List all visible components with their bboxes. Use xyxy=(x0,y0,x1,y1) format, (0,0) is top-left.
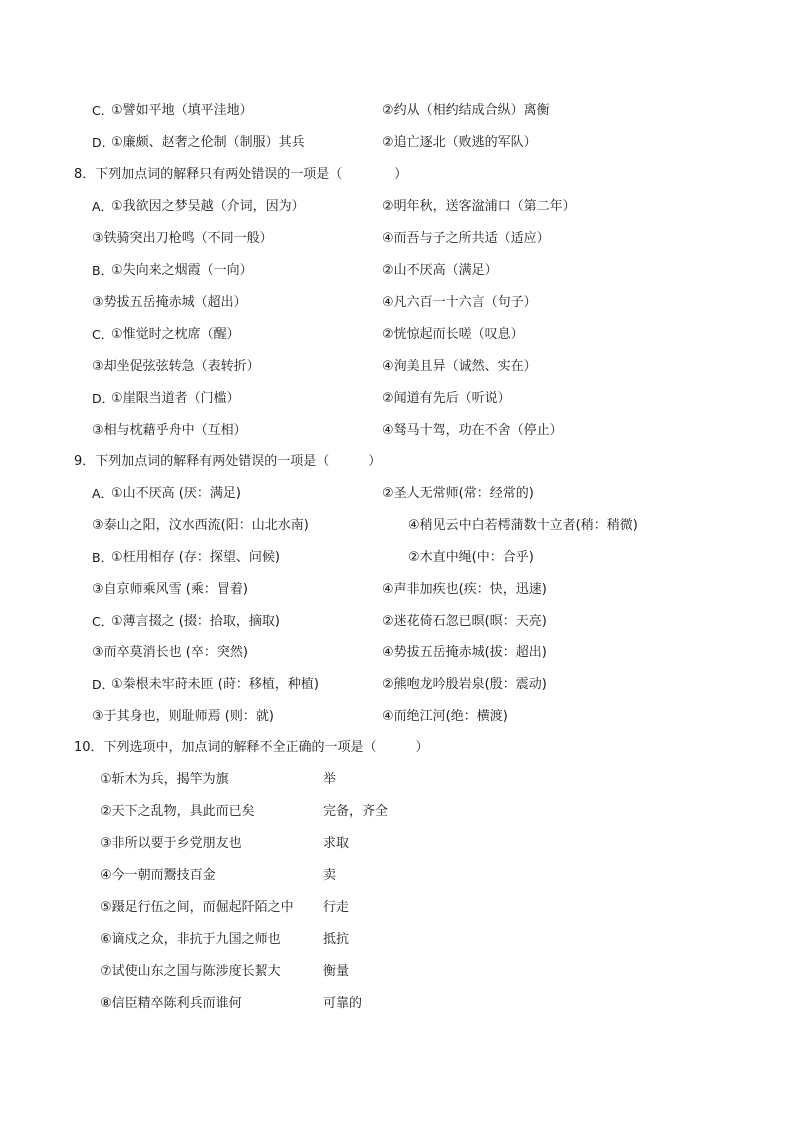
option-item: ③铁骑突出刀枪鸣（不同一般） xyxy=(92,231,273,246)
item-sentence: ⑤蹑足行伍之间，而倔起阡陌之中 xyxy=(100,900,294,915)
item-sentence: ⑥谪戍之众，非抗于九国之师也 xyxy=(100,932,281,947)
q8-option-b-row2 xyxy=(0,292,794,314)
option-item: ①山不厌高 (厌：满足) xyxy=(111,486,241,501)
q9-option-d-row2 xyxy=(0,706,794,728)
item-sentence: ④今一朝而鬻技百金 xyxy=(100,868,216,883)
option-item: ③相与枕藉乎舟中（互相） xyxy=(92,423,247,438)
option-item: ④稍见云中白若樗蒲数十立者(稍：稍微) xyxy=(408,518,638,533)
option-item: ②约从（相约结成合纵）离衡 xyxy=(382,103,550,118)
option-label: D． xyxy=(92,391,115,406)
item-meaning: 求取 xyxy=(323,836,350,851)
item-meaning: 抵抗 xyxy=(323,932,350,947)
q8-option-c-row2 xyxy=(0,356,794,378)
option-item: ①廉颇、赵奢之伦制（制服）其兵 xyxy=(111,135,305,150)
option-item: ②圣人无常师(常：经常的) xyxy=(382,486,534,501)
q8-option-d-row2 xyxy=(0,420,794,442)
q9-option-b-row1 xyxy=(0,547,794,569)
question-stem: 8．下列加点词的解释只有两处错误的一项是（ ） xyxy=(74,167,408,182)
option-item: ④驽马十驾，功在不舍（停止） xyxy=(382,423,563,438)
item-meaning: 卖 xyxy=(323,868,337,883)
option-item: ③于其身也，则耻师焉 (则：就) xyxy=(92,709,274,724)
option-item: ③自京师乘风雪 (乘：冒着) xyxy=(92,582,248,597)
q8-option-a-row2 xyxy=(0,228,794,250)
option-label: D. xyxy=(92,135,106,150)
q10-item xyxy=(0,929,794,951)
q9-option-a-row1 xyxy=(0,483,794,505)
q10-item xyxy=(0,801,794,823)
item-meaning: 完备，齐全 xyxy=(323,804,389,819)
question-stem: 10．下列选项中，加点词的解释不全正确的一项是（ ） xyxy=(74,740,429,755)
option-item: ③却坐促弦弦转急（表转折） xyxy=(92,359,260,374)
option-item: ③而卒莫消长也 (卒：突然) xyxy=(92,645,248,660)
q10-item xyxy=(0,993,794,1015)
item-meaning: 可靠的 xyxy=(323,996,363,1011)
option-item: ④声非加疾也(疾：快，迅速) xyxy=(382,582,547,597)
option-label: B． xyxy=(92,550,114,565)
q10-item xyxy=(0,833,794,855)
q10-item xyxy=(0,961,794,983)
option-item: ②木直中绳(中：合乎) xyxy=(408,550,534,565)
option-label: C. xyxy=(92,103,105,118)
option-item: ①我欲因之梦吴越（介词，因为） xyxy=(111,199,305,214)
option-label: D． xyxy=(92,677,115,692)
q10-item xyxy=(0,897,794,919)
option-item: ②迷花倚石忽已暝(暝：天亮) xyxy=(382,614,547,629)
item-sentence: ①斩木为兵，揭竿为旗 xyxy=(100,772,229,787)
option-item: ④洵美且异（诚然、实在） xyxy=(382,359,537,374)
q7-option-d xyxy=(0,132,794,154)
option-item: ①惟觉时之枕席（醒） xyxy=(111,327,240,342)
option-item: ①崖限当道者（门槛） xyxy=(111,391,240,406)
item-sentence: ③非所以要于乡党朋友也 xyxy=(100,836,242,851)
q8-option-d-row1 xyxy=(0,388,794,410)
option-label: A． xyxy=(92,199,114,214)
q7-option-c xyxy=(0,100,794,122)
q10-item xyxy=(0,769,794,791)
option-item: ②闻道有先后（听说） xyxy=(382,391,511,406)
q10-stem xyxy=(0,737,794,759)
option-item: ④而吾与子之所共适（适应） xyxy=(382,231,550,246)
option-item: ④而绝江河(绝：横渡) xyxy=(382,709,508,724)
option-item: ②熊咆龙吟殷岩泉(殷：震动) xyxy=(382,677,547,692)
option-item: ③泰山之阳，汶水西流(阳：山北水南) xyxy=(92,518,309,533)
option-item: ①失向来之烟霞（一向） xyxy=(111,263,253,278)
q8-option-b-row1 xyxy=(0,260,794,282)
q9-option-d-row1 xyxy=(0,674,794,696)
option-item: ②追亡逐北（败逃的军队） xyxy=(382,135,537,150)
item-sentence: ⑧信臣精卒陈利兵而谁何 xyxy=(100,996,242,1011)
option-item: ①枉用相存 (存：探望、问候) xyxy=(111,550,280,565)
q9-option-a-row2 xyxy=(0,515,794,537)
item-meaning: 衡量 xyxy=(323,964,350,979)
q10-item xyxy=(0,865,794,887)
item-meaning: 行走 xyxy=(323,900,350,915)
item-sentence: ②天下之乱物，具此而已矣 xyxy=(100,804,255,819)
q8-option-a-row1 xyxy=(0,196,794,218)
q8-stem xyxy=(0,164,794,186)
q9-option-c-row2 xyxy=(0,642,794,664)
q8-option-c-row1 xyxy=(0,324,794,346)
question-stem: 9．下列加点词的解释有两处错误的一项是（ ） xyxy=(74,454,382,469)
option-label: C． xyxy=(92,614,114,629)
q9-stem xyxy=(0,451,794,473)
option-label: C． xyxy=(92,327,114,342)
item-meaning: 举 xyxy=(323,772,337,787)
option-label: B． xyxy=(92,263,114,278)
option-item: ②明年秋，送客湓浦口（第二年） xyxy=(382,199,576,214)
option-item: ④凡六百一十六言（句子） xyxy=(382,295,537,310)
option-item: ①薄言掇之 (掇：拾取，摘取) xyxy=(111,614,280,629)
option-label: A． xyxy=(92,486,114,501)
option-item: ①桊根未牢莳未匝 (莳：移植，种植) xyxy=(111,677,319,692)
item-sentence: ⑦试使山东之国与陈涉度长絜大 xyxy=(100,964,281,979)
option-item: ②恍惊起而长嗟（叹息） xyxy=(382,327,524,342)
q9-option-b-row2 xyxy=(0,579,794,601)
option-item: ②山不厌高（满足） xyxy=(382,263,498,278)
option-item: ①譬如平地（填平洼地） xyxy=(111,103,253,118)
option-item: ④势拔五岳掩赤城(拔：超出) xyxy=(382,645,547,660)
q9-option-c-row1 xyxy=(0,611,794,633)
option-item: ③势拔五岳掩赤城（超出） xyxy=(92,295,247,310)
